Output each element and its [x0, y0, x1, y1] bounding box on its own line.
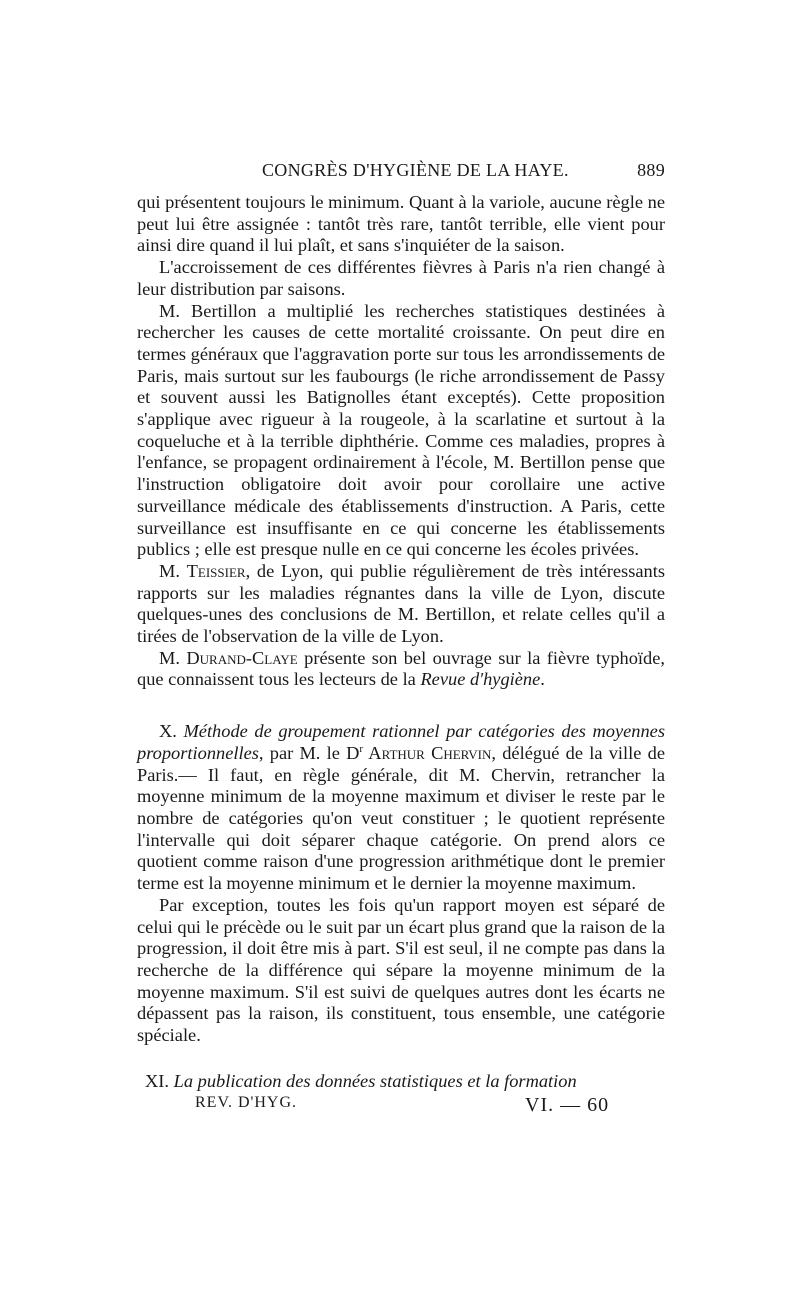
section-x-author: Arthur Chervin: [363, 742, 492, 763]
teissier-prefix: M.: [159, 560, 187, 581]
section-x: [137, 721, 665, 895]
text-column: [137, 160, 665, 1120]
section-x-title: Méthode de groupement rationnel par catégories des moyennes proportionnelles: [137, 721, 665, 763]
section-x-text: , délégué de la ville de Paris.— Il faut, en règle générale, dit M. Chervin, retrancher la moyenne minimum de la moyenne maximum et diviser le reste par le nombre de catégories qu'on veut constituer ; le quotient représente l'intervalle qui doit séparer chaque catégorie. On prend alors ce quotient comme raison d'une progression arithmétique dont le premier terme est la moyenne minimum et le dernier la moyenne maximum.: [137, 742, 665, 894]
section-xi-number: XI.: [145, 1070, 174, 1091]
signature-volume: VI. — 60: [525, 1094, 610, 1117]
teissier-text: , de Lyon, qui publie régulièrement de très intéressants rapports sur les maladies régnantes dans la ville de Lyon, discute quelques-unes des conclusions de M. Bertillon, et relate celles qu'il a tirées de l'observation de la ville de Lyon.: [137, 560, 665, 647]
section-xi: [137, 1071, 665, 1093]
signature-journal: REV. D'HYG.: [195, 1094, 298, 1112]
paragraph-exception: Par exception, toutes les fois qu'un rapport moyen est séparé de celui qui le précède ou le suit par un écart plus grand que la raison de la progression, il doit être mis à part. S'il est seul, il ne compte pas dans la recherche de la différence qui sépare la moyenne minimum de la moyenne maximum. S'il est suivi de quelques autres dont les écarts ne dépassent pas la raison, ils constituent, tous ensemble, une catégorie spéciale.: [137, 894, 665, 1046]
journal-title: Revue d'hygiène: [420, 669, 541, 690]
paragraph-bertillon: M. Bertillon a multiplié les recherches statistiques destinées à rechercher les causes de cette mortalité croissante. On peut dire en termes généraux que l'aggravation porte sur tous les arrondissements de Paris, mais surtout sur les faubourgs (le riche arrondissement de Passy et souvent aussi les Batignolles étant exceptés). Cette proposition s'applique avec rigueur à la rougeole, à la scarlatine et surtout à la coqueluche et à la terrible diphthérie. Comme ces maladies, propres à l'enfance, se propagent ordinairement à l'école, M. Bertillon pense que l'instruction obligatoire doit avoir pour corollaire une active surveillance médicale des établissements d'instruction. A Paris, cette surveillance est insuffisante en ce qui concerne les établissements publics ; elle est presque nulle en ce qui concerne les écoles privées.: [137, 300, 665, 560]
signature-line: [137, 1094, 665, 1120]
paragraph-variole: qui présentent toujours le minimum. Quant à la variole, aucune règle ne peut lui être assignée : tantôt très rare, tantôt terrible, elle vient pour ainsi dire quand il lui plaît, et sans s'inquiéter de la saison.: [137, 192, 665, 256]
durand-prefix: M.: [159, 647, 187, 668]
section-x-by: , par M. le D: [258, 742, 360, 763]
running-head: [137, 160, 665, 192]
paragraph-teissier: [137, 561, 665, 648]
teissier-name: Teissier: [186, 560, 246, 581]
running-head-title: CONGRÈS D'HYGIÈNE DE LA HAYE.: [262, 160, 569, 180]
page-number: 889: [637, 160, 665, 180]
paragraph-durand-claye: [137, 648, 665, 691]
durand-end: .: [540, 669, 545, 690]
section-xi-title: La publication des données statistiques et la formation: [173, 1070, 577, 1091]
paragraph-accroissement: L'accroissement de ces différentes fièvres à Paris n'a rien changé à leur distribution par saisons.: [137, 257, 665, 299]
section-x-number: X.: [159, 721, 184, 742]
section-x-sup: r: [359, 742, 364, 755]
durand-name: Durand-Claye: [186, 647, 298, 668]
durand-text: présente son bel ouvrage sur la fièvre typhoïde, que connaissent tous les lecteurs de la: [137, 647, 665, 690]
